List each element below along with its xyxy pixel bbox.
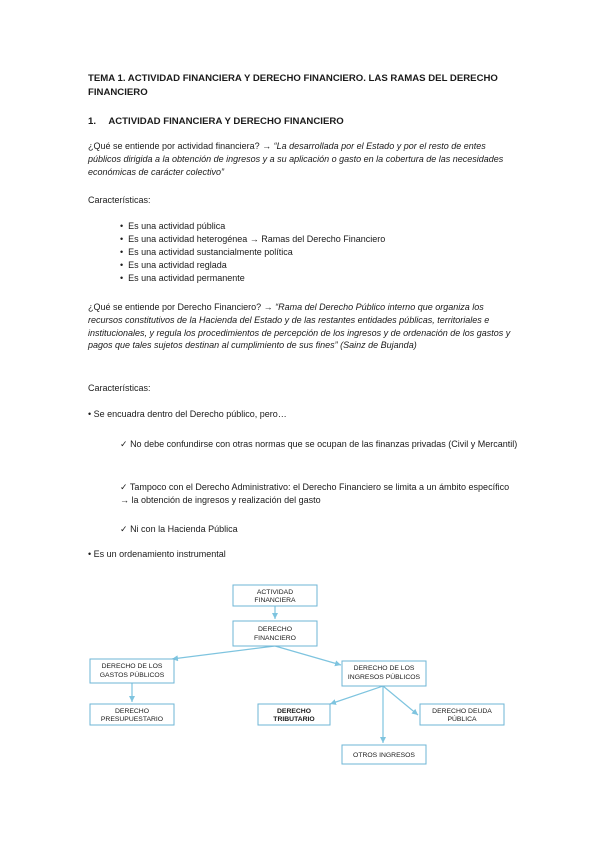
section-number: 1. xyxy=(88,116,97,127)
box-label-actividad-1: ACTIVIDAD xyxy=(256,589,294,596)
box-label-ingresos-1: DERECHO DE LOS xyxy=(353,665,415,672)
bullet-glyph: • xyxy=(88,409,94,419)
box-label-tributario-1: DERECHO xyxy=(277,708,311,715)
answer-derecho: “Rama del Derecho Público interno que organiza los recursos constitutivos de la Hacienda del Estado y de las restantes entidades públicas, territoriales e institucionales, y regula los procedimientos de percepción de los ingresos y de ordenación de los gastos y pagos que tales sujetos destinan al cumplimiento de sus fines” (Sainz de Bujanda) xyxy=(88,302,511,351)
question-actividad: ¿Qué se entiende por actividad financiera? → xyxy=(88,141,272,151)
bullet-glyph: • xyxy=(88,549,94,559)
box-label-actividad-2: FINANCIERA xyxy=(254,597,296,604)
arrow-ingresos-tributario xyxy=(330,686,383,704)
box-label-ingresos-2: INGRESOS PÚBLICOS xyxy=(347,674,421,681)
list-item: • Es una actividad heterogénea → Ramas del Derecho Financiero xyxy=(120,233,385,246)
bullet-text: Es un ordenamiento instrumental xyxy=(93,549,226,559)
check-icon: ✓ xyxy=(120,524,128,534)
arrow-derecho-ingresos xyxy=(275,646,341,665)
list-item: • Es una actividad permanente xyxy=(120,272,385,285)
characteristics-label-2: Características: xyxy=(88,383,151,393)
section-heading-text: ACTIVIDAD FINANCIERA Y DERECHO FINANCIERO xyxy=(108,116,344,127)
box-label-gastos-2: GASTOS PÚBLICOS xyxy=(99,672,165,679)
box-label-tributario-2: TRIBUTARIO xyxy=(273,716,315,723)
list-item: • Es una actividad pública xyxy=(120,220,385,233)
question-derecho: ¿Qué se entiende por Derecho Financiero? → xyxy=(88,302,273,312)
arrow-ingresos-deuda xyxy=(383,686,418,715)
page-title: TEMA 1. ACTIVIDAD FINANCIERA Y DERECHO FINANCIERO. LAS RAMAS DEL DERECHO FINANCIERO xyxy=(88,73,498,98)
characteristics-label-1: Características: xyxy=(88,195,151,205)
check-text: Tampoco con el Derecho Administrativo: el Derecho Financiero se limita a un ámbito específico → la obtención de ingresos y realización del gasto xyxy=(120,482,510,505)
box-label-deuda-2: PÚBLICA xyxy=(447,716,477,723)
arrow-derecho-gastos xyxy=(172,646,275,659)
check-text: Ni con la Hacienda Pública xyxy=(130,524,238,534)
check-text: No debe confundirse con otras normas que se ocupan de las finanzas privadas (Civil y Mercantil) xyxy=(130,439,518,449)
list-item: • Es una actividad sustancialmente política xyxy=(120,246,385,259)
box-label-otros: OTROS INGRESOS xyxy=(353,752,415,759)
box-label-derecho-2: FINANCIERO xyxy=(254,635,296,642)
box-derecho-financiero xyxy=(233,621,317,646)
check-icon: ✓ xyxy=(120,439,128,449)
box-label-presupuestario-1: DERECHO xyxy=(115,708,149,715)
list-item: • Es una actividad reglada xyxy=(120,259,385,272)
box-label-gastos-1: DERECHO DE LOS xyxy=(101,663,163,670)
box-label-presupuestario-2: PRESUPUESTARIO xyxy=(100,716,164,723)
check-icon: ✓ xyxy=(120,482,128,492)
box-label-deuda-1: DERECHO DEUDA xyxy=(432,708,492,715)
bullet-text: Se encuadra dentro del Derecho público, pero… xyxy=(93,409,287,419)
answer-actividad: “La desarrollada por el Estado y por el resto de entes públicos dirigida a la obtención de ingresos y a su aplicación o gasto en la cobertura de las necesidades económicas de carácter colectivo” xyxy=(88,141,504,177)
box-label-derecho-1: DERECHO xyxy=(258,626,292,633)
